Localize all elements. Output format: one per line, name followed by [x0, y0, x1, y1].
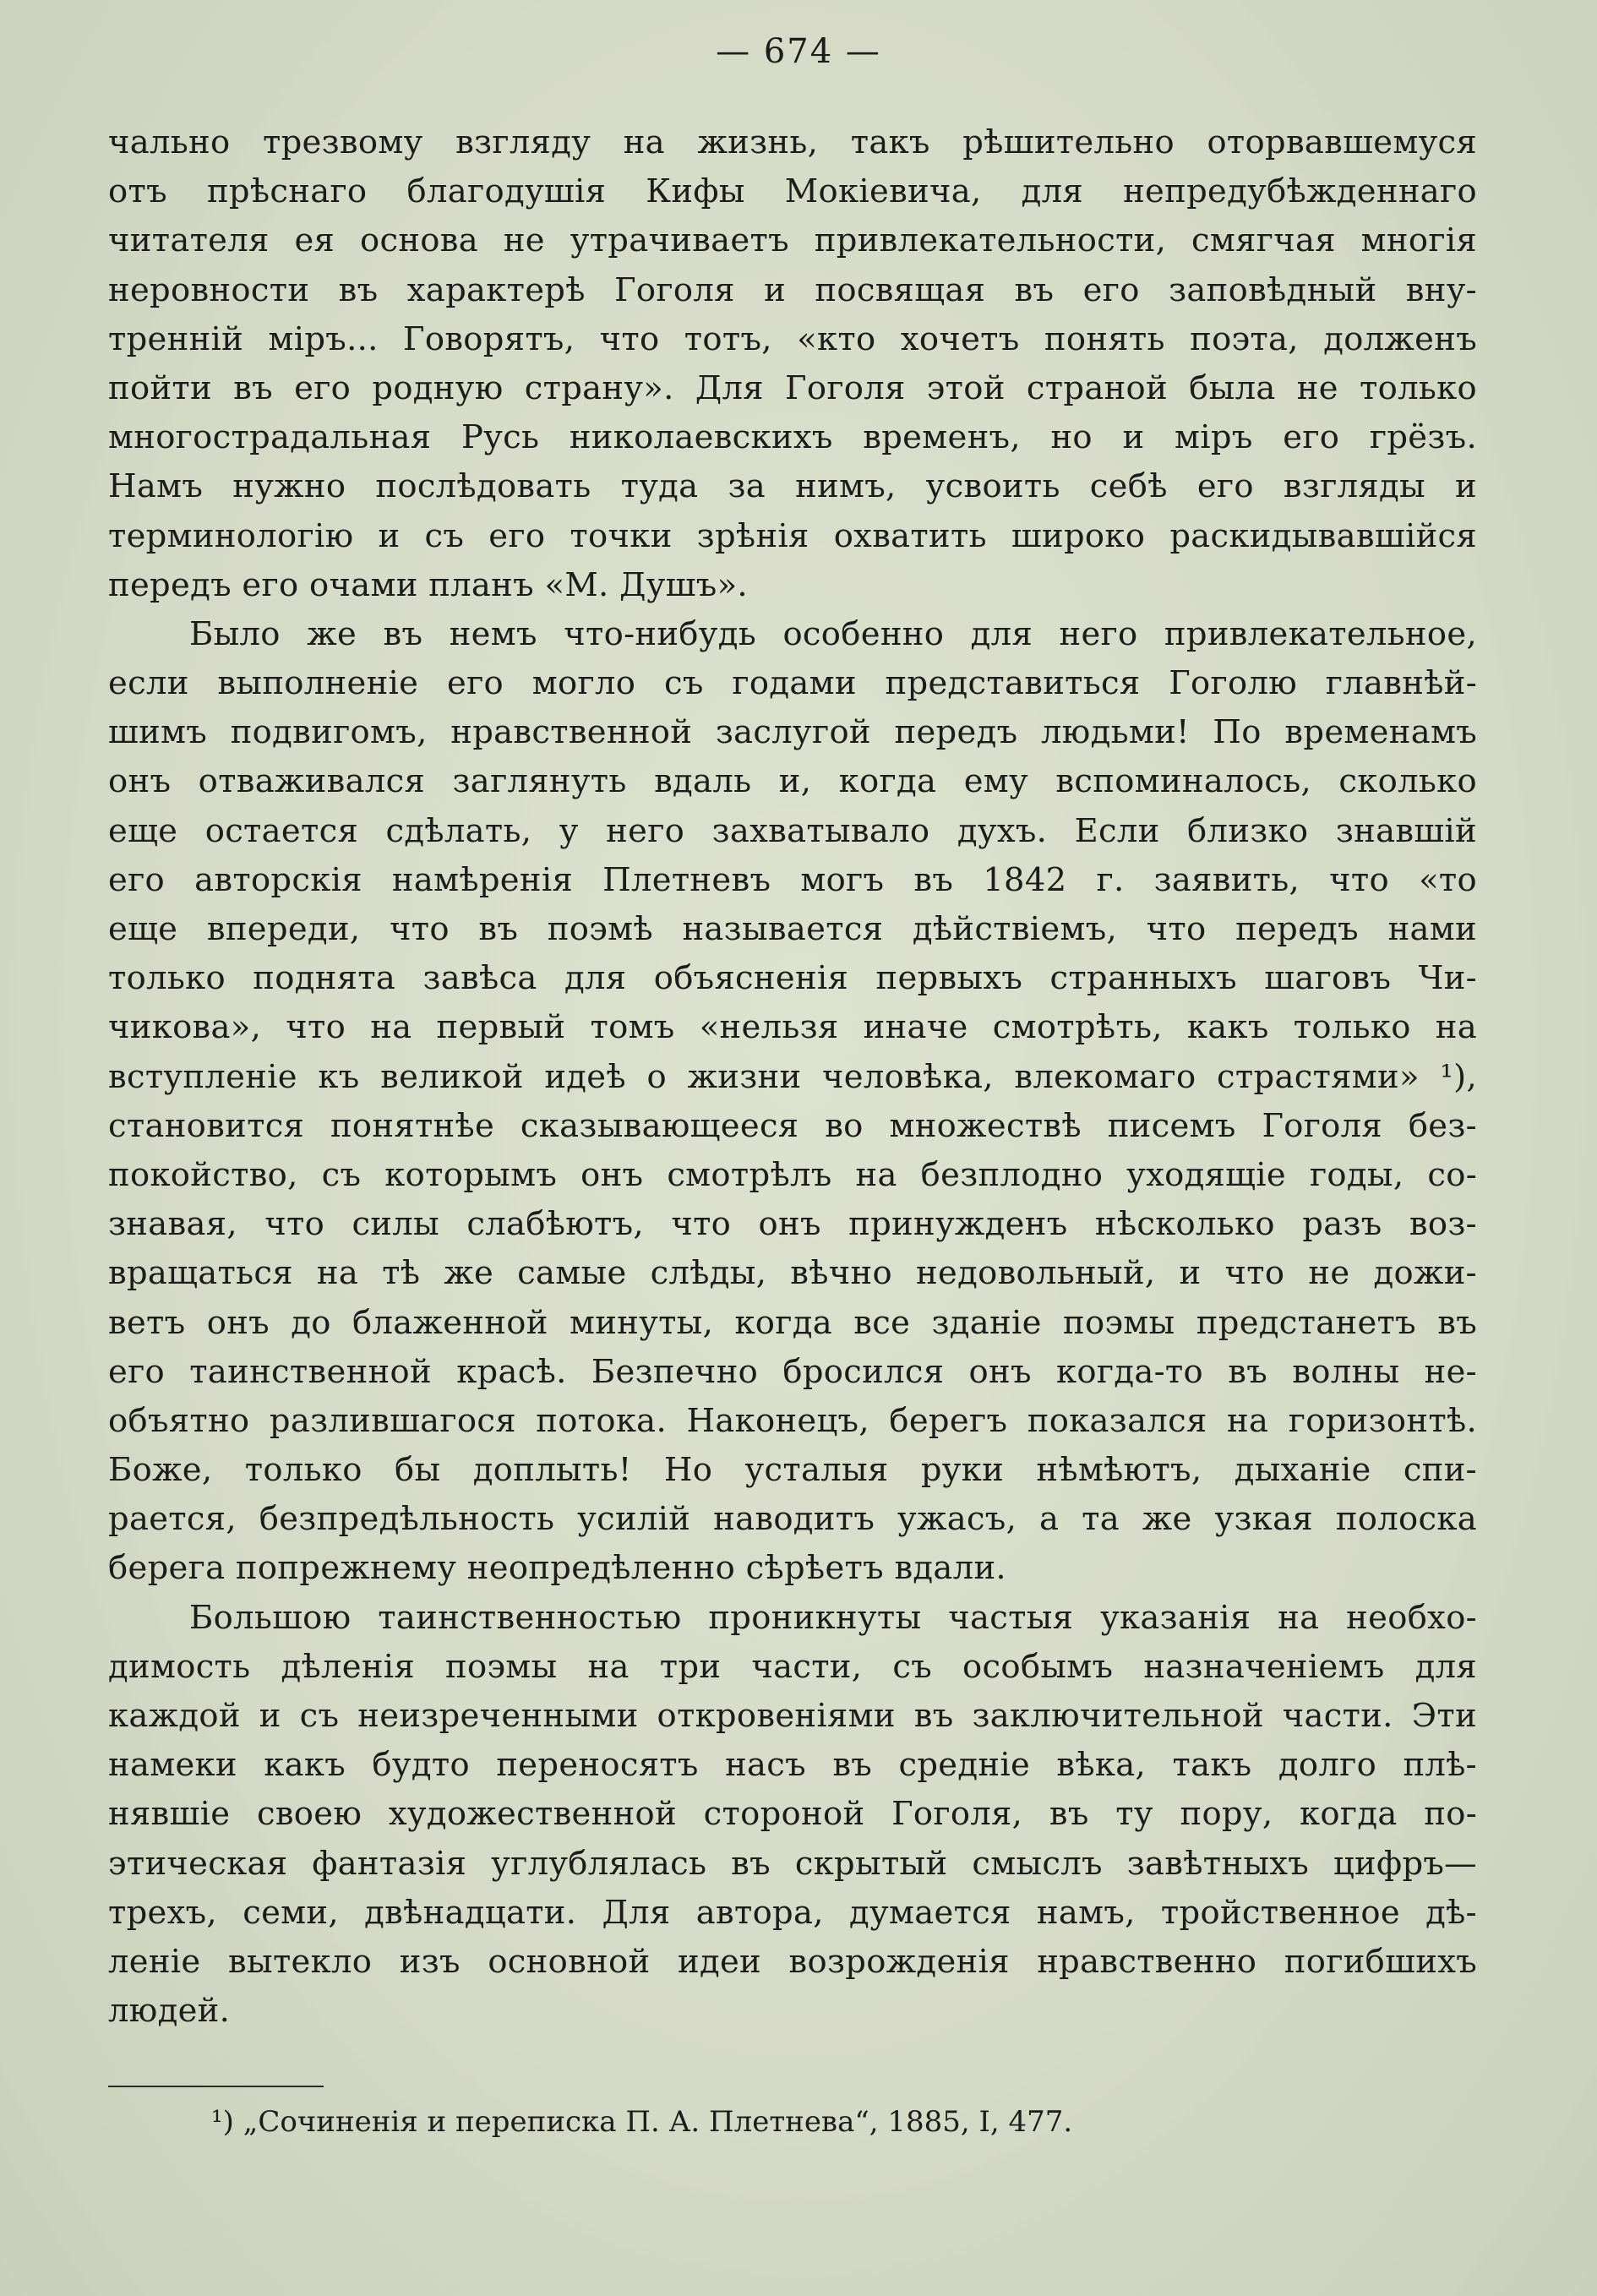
text-line: передъ его очами планъ «М. Душъ».: [108, 565, 748, 604]
text-line: только поднята завѣса для объясненія первыхъ странныхъ шаговъ Чи-: [108, 959, 1477, 998]
body-text: [108, 118, 1477, 2036]
text-line: димость дѣленія поэмы на три части, съ особымъ назначеніемъ для: [108, 1647, 1477, 1686]
text-line: вступленіе къ великой идеѣ о жизни человѣка, влекомаго страстями» ¹),: [108, 1057, 1477, 1096]
text-line: вращаться на тѣ же самые слѣды, вѣчно недовольный, и что не дожи-: [108, 1254, 1477, 1293]
text-line: читателя ея основа не утрачиваетъ привлекательности, смягчая многія: [108, 221, 1477, 260]
text-line: многострадальная Русь николаевскихъ временъ, но и міръ его грёзъ.: [108, 418, 1477, 457]
text-line: отъ прѣснаго благодушія Кифы Мокіевича, для непредубѣжденнаго: [108, 172, 1477, 211]
text-line: этическая фантазія углублялась въ скрытый смыслъ завѣтныхъ цифръ—: [108, 1844, 1477, 1883]
text-line: еще остается сдѣлать, у него захватывало духъ. Если близко знавшій: [108, 811, 1477, 850]
text-line: чально трезвому взгляду на жизнь, такъ рѣшительно оторвавшемуся: [108, 123, 1477, 161]
text-line: если выполненіе его могло съ годами представиться Гоголю главнѣй-: [108, 664, 1477, 703]
text-line: трехъ, семи, двѣнадцати. Для автора, думается намъ, тройственное дѣ-: [108, 1893, 1477, 1932]
text-line: людей.: [108, 1992, 231, 2031]
text-line: становится понятнѣе сказывающееся во множествѣ писемъ Гоголя без-: [108, 1106, 1477, 1145]
text-line: Было же въ немъ что-нибудь особенно для него привлекательное,: [189, 614, 1477, 653]
text-line: тренній міръ... Говорятъ, что тотъ, «кто хочетъ понять поэта, долженъ: [108, 319, 1477, 358]
text-line: неровности въ характерѣ Гоголя и посвящая въ его заповѣдный вну-: [108, 270, 1477, 309]
text-line: нявшіе своею художественной стороной Гоголя, въ ту пору, когда по-: [108, 1795, 1477, 1834]
text-line: рается, безпредѣльность усилій наводитъ ужасъ, а та же узкая полоска: [108, 1500, 1477, 1539]
text-line: ветъ онъ до блаженной минуты, когда все зданіе поэмы предстанетъ въ: [108, 1303, 1477, 1342]
text-line: онъ отваживался заглянуть вдаль и, когда ему вспоминалось, сколько: [108, 762, 1477, 801]
text-line: берега попрежнему неопредѣленно сѣрѣетъ вдали.: [108, 1549, 1006, 1588]
text-line: леніе вытекло изъ основной идеи возрожденія нравственно погибшихъ: [108, 1942, 1477, 1981]
text-line: пойти въ его родную страну». Для Гоголя этой страной была не только: [108, 368, 1477, 407]
text-line: знавая, что силы слабѣютъ, что онъ принужденъ нѣсколько разъ воз-: [108, 1205, 1477, 1244]
text-line: намеки какъ будто переносятъ насъ въ средніе вѣка, такъ долго плѣ-: [108, 1746, 1477, 1785]
footnote-rule: [108, 2086, 324, 2087]
page-number: — 674 —: [716, 32, 881, 71]
text-line: Боже, только бы доплыть! Но усталыя руки нѣмѣютъ, дыханіе спи-: [108, 1451, 1477, 1490]
text-line: его таинственной красѣ. Безпечно бросился онъ когда-то въ волны не-: [108, 1352, 1477, 1391]
text-line: его авторскія намѣренія Плетневъ могъ въ 1842 г. заявить, что «то: [108, 860, 1477, 899]
text-line: объятно разлившагося потока. Наконецъ, берегъ показался на горизонтѣ.: [108, 1401, 1477, 1440]
text-line: Большою таинственностью проникнуты частыя указанія на необхо-: [189, 1598, 1477, 1637]
text-line: шимъ подвигомъ, нравственной заслугой передъ людьми! По временамъ: [108, 713, 1477, 752]
text-line: терминологію и съ его точки зрѣнія охватить широко раскидывавшійся: [108, 516, 1477, 555]
footnote: ¹) „Сочиненія и переписка П. А. Плетнева“, 1885, I, 477.: [211, 2105, 1073, 2139]
text-line: чикова», что на первый томъ «нельзя иначе смотрѣть, какъ только на: [108, 1008, 1477, 1047]
text-line: каждой и съ неизреченными откровеніями въ заключительной части. Эти: [108, 1697, 1477, 1735]
text-line: покойство, съ которымъ онъ смотрѣлъ на безплодно уходящіе годы, со-: [108, 1155, 1477, 1194]
text-line: еще впереди, что въ поэмѣ называется дѣйствіемъ, что передъ нами: [108, 910, 1477, 948]
text-line: Намъ нужно послѣдовать туда за нимъ, усвоить себѣ его взгляды и: [108, 467, 1477, 506]
